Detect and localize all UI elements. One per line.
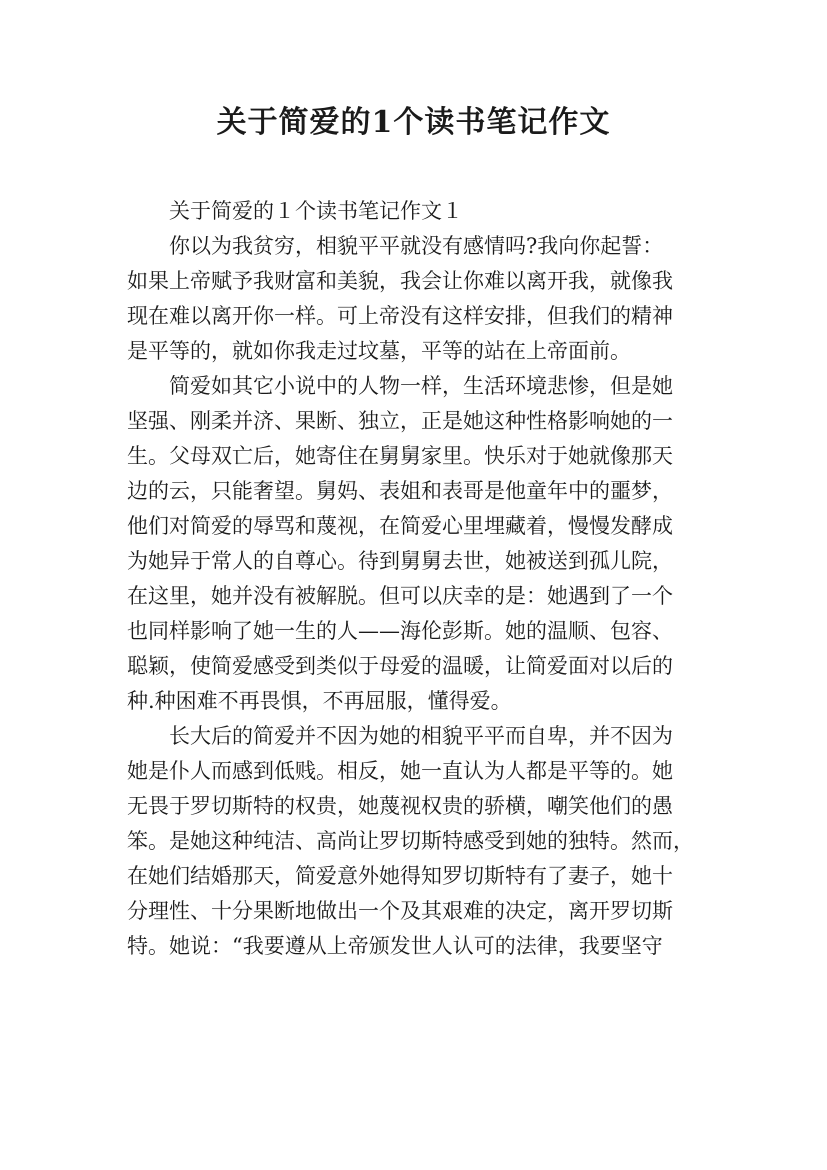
text-line: 他们对简爱的辱骂和蔑视，在简爱心里埋藏着，慢慢发酵成 — [127, 514, 673, 538]
document-subtitle: 关于简爱的１个读书笔记作文１ — [169, 199, 463, 223]
text-line: 无畏于罗切斯特的权贵，她蔑视权贵的骄横，嘲笑他们的愚 — [127, 794, 673, 818]
text-line: 聪颖，使简爱感受到类似于母爱的温暖，让简爱面对以后的 — [127, 654, 673, 678]
paragraph-3 — [127, 719, 711, 964]
paragraph-1 — [127, 229, 711, 369]
text-line: 种.种困难不再畏惧，不再屈服，懂得爱。 — [127, 689, 512, 713]
paragraph-2 — [127, 369, 711, 719]
document-body — [127, 194, 711, 964]
text-line: 为她异于常人的自尊心。待到舅舅去世，她被送到孤儿院， — [127, 549, 673, 573]
text-line: 特。她说：“我要遵从上帝颁发世人认可的法律，我要坚守 — [127, 934, 663, 958]
text-line: 在这里，她并没有被解脱。但可以庆幸的是：她遇到了一个 — [127, 584, 673, 608]
text-line: 长大后的简爱并不因为她的相貌平平而自卑，并不因为 — [169, 724, 673, 748]
text-line: 简爱如其它小说中的人物一样，生活环境悲惨，但是她 — [169, 374, 673, 398]
text-line: 分理性、十分果断地做出一个及其艰难的决定，离开罗切斯 — [127, 899, 673, 923]
text-line: 是平等的，就如你我走过坟墓，平等的站在上帝面前。 — [127, 339, 631, 363]
text-line: 也同样影响了她一生的人——海伦彭斯。她的温顺、包容、 — [127, 619, 673, 643]
text-line: 生。父母双亡后，她寄住在舅舅家里。快乐对于她就像那天 — [127, 444, 673, 468]
text-line: 如果上帝赋予我财富和美貌，我会让你难以离开我，就像我 — [127, 269, 673, 293]
text-line: 她是仆人而感到低贱。相反，她一直认为人都是平等的。她 — [127, 759, 673, 783]
document-title: 关于简爱的1个读书笔记作文 — [216, 105, 611, 140]
text-line: 边的云，只能奢望。舅妈、表姐和表哥是他童年中的噩梦， — [127, 479, 673, 503]
text-line: 笨。是她这种纯洁、高尚让罗切斯特感受到她的独特。然而， — [127, 829, 694, 853]
text-line: 坚强、刚柔并济、果断、独立，正是她这种性格影响她的一 — [127, 409, 673, 433]
text-line: 你以为我贫穷，相貌平平就没有感情吗?我向你起誓： — [169, 234, 664, 258]
text-line: 现在难以离开你一样。可上帝没有这样安排，但我们的精神 — [127, 304, 673, 328]
text-line: 在她们结婚那天，简爱意外她得知罗切斯特有了妻子，她十 — [127, 864, 673, 888]
